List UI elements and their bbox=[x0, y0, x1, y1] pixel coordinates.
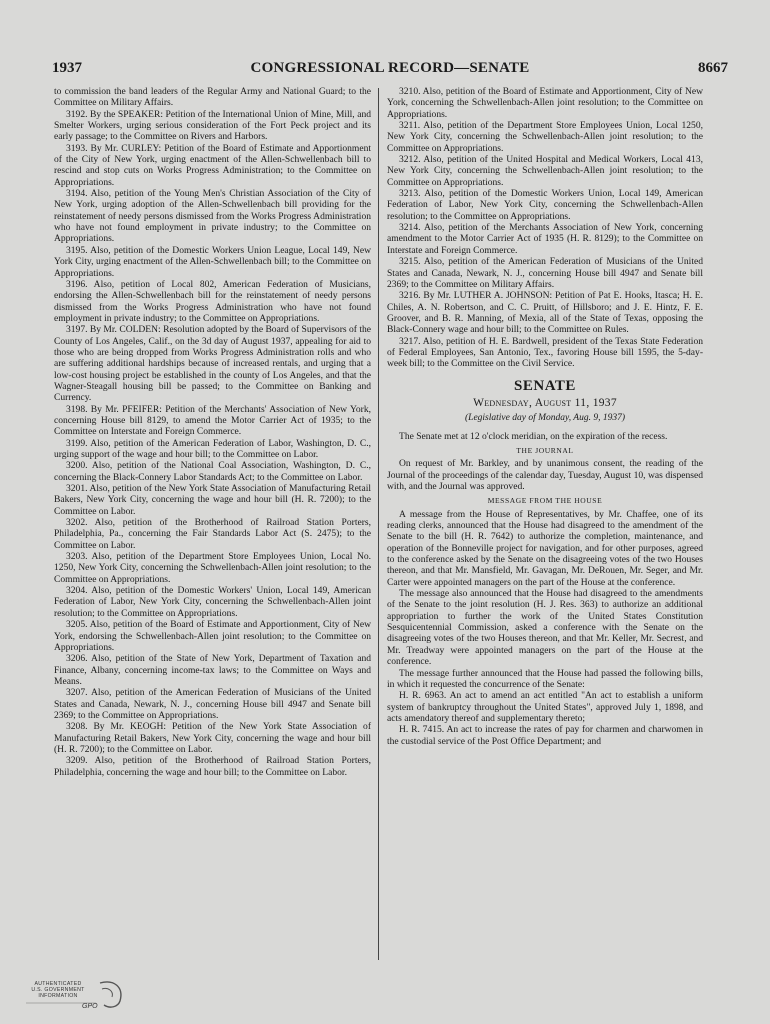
column-divider bbox=[378, 88, 379, 960]
house-message-section bbox=[387, 509, 703, 747]
paragraph: 3213. Also, petition of the Domestic Workers Union, Local 149, American Federation of Labor, New York City, concerning the Schwellenbach-Allen resolution; to the Committee on Appropriations. bbox=[387, 188, 703, 222]
paragraph: 3202. Also, petition of the Brotherhood of Railroad Station Porters, Philadelphia, Pa., concerning the Fair Standards Labor Act (S. 2475); to the Committee on Labor. bbox=[54, 517, 371, 551]
senate-heading: SENATE bbox=[514, 377, 576, 394]
paragraph: The message also announced that the House had disagreed to the amendments of the Senate to the joint resolution (H. J. Res. 363) to authorize an additional appropriation to further the work of the United States Constitution Sesquicentennial Commission, asked a conference with the Senate on the disagreeing votes of the two Houses thereon, and that Mr. Keller, Mr. Secrest, and Mr. Treadway were appointed managers on the part of the House at the conference. bbox=[387, 588, 703, 668]
left-column bbox=[54, 86, 371, 778]
paragraph: 3207. Also, petition of the American Federation of Musicians of the United States and Canada, Newark, N. J., concerning House bill 4947 and Senate bill 2369; to the Committee on Appropriations. bbox=[54, 687, 371, 721]
paragraph: 3215. Also, petition of the American Federation of Musicians of the United States and Canada, Newark, N. J., concerning House bill 4947 and Senate bill 2369; to the Committee on Military Affairs. bbox=[387, 256, 703, 290]
paragraph: 3196. Also, petition of Local 802, American Federation of Musicians, endorsing the Allen-Schwellenbach bill for the reinstatement of needy persons dismissed from the Works Progress Administration who have not found employment in private industry; to the Committee on Appropriations. bbox=[54, 278, 371, 324]
paragraph: 3205. Also, petition of the Board of Estimate and Apportionment, City of New York, endorsing the Schwellenbach-Allen joint resolution; to the Committee on Appropriations. bbox=[54, 619, 371, 653]
journal-heading: THE JOURNAL bbox=[516, 445, 574, 455]
paragraph: 3216. By Mr. LUTHER A. JOHNSON: Petition of Pat E. Hooks, Itasca; H. E. Chiles, A. N. Robertson, and C. C. Pruitt, of Hillsboro; and J. E. Hintz, F. E. Groover, and B. R. Manning, of Mexia, all of the State of Texas, opposing the Black-Connery wage and hour bill; to the Committee on Rules. bbox=[387, 290, 703, 336]
petitions-continued bbox=[387, 86, 703, 370]
paragraph: H. R. 7415. An act to increase the rates of pay for charmen and charwomen in the custodial service of the Post Office Department; and bbox=[387, 724, 703, 747]
paragraph: 3210. Also, petition of the Board of Estimate and Apportionment, City of New York, concerning the Schwellenbach-Allen joint resolution; to the Committee on Appropriations. bbox=[387, 86, 703, 120]
paragraph: 3193. By Mr. CURLEY: Petition of the Board of Estimate and Apportionment of the City of New York, urging enactment of the Allen-Schwellenbach bill to rescind and stop cuts on Works Progress Administration; to the Committee on Appropriations. bbox=[54, 142, 371, 188]
legislative-day: (Legislative day of Monday, Aug. 9, 1937) bbox=[465, 413, 625, 424]
paragraph: 3209. Also, petition of the Brotherhood of Railroad Station Porters, Philadelphia, concerning the wage and hour bill; to the Committee on Labor. bbox=[54, 755, 371, 778]
header-page-number: 8667 bbox=[698, 60, 728, 76]
paragraph: 3203. Also, petition of the Department Store Employees Union, Local No. 1250, New York City, concerning the Schwellenbach-Allen joint resolution; to the Committee on Appropriations. bbox=[54, 551, 371, 585]
paragraph: 3198. By Mr. PFEIFER: Petition of the Merchants' Association of New York, concerning House bill 8129, to amend the Motor Carrier Act of 1935; to the Committee on Interstate and Foreign Commerce. bbox=[54, 403, 371, 438]
right-column bbox=[387, 86, 703, 747]
page-header bbox=[52, 60, 728, 80]
gpo-label: GPO bbox=[82, 1003, 98, 1010]
gpo-authentication-seal bbox=[22, 975, 132, 1015]
paragraph: 3214. Also, petition of the Merchants Association of New York, concerning amendment to the Motor Carrier Act of 1935 (H. R. 8129); to the Committee on Interstate and Foreign Commerce. bbox=[387, 222, 703, 256]
paragraph: 3208. By Mr. KEOGH: Petition of the New York State Association of Manufacturing Retail Bakers, New York City, concerning the wage and hour bill (H. R. 7200); to the Committee on Labor. bbox=[54, 721, 371, 755]
paragraph: 3200. Also, petition of the National Coal Association, Washington, D. C., concerning the Black-Connery Labor Standards Act; to the Committee on Labor. bbox=[54, 460, 371, 483]
gpo-text: AUTHENTICATED U.S. GOVERNMENT INFORMATION bbox=[31, 981, 85, 999]
paragraph: A message from the House of Representatives, by Mr. Chaffee, one of its reading clerks, announced that the House had disagreed to the amendment of the Senate to the bill (H. R. 7642) to authorize the completion, maintenance, and operation of the Bonneville project for navigation, and for other purposes, agreed to the conference asked by the Senate on the disagreeing votes of the two Houses thereon, and that Mr. Mansfield, Mr. Gavagan, Mr. DeRouen, Mr. Seger, and Mr. Carter were appointed managers on the part of the House at the conference. bbox=[387, 508, 703, 588]
paragraph: 3199. Also, petition of the American Federation of Labor, Washington, D. C., urging support of the wage and hour bill; to the Committee on Labor. bbox=[54, 437, 371, 460]
paragraph: 3212. Also, petition of the United Hospital and Medical Workers, Local 413, New York City, concerning the Schwellenbach-Allen joint resolution; to the Committee on Appropriations. bbox=[387, 154, 703, 188]
paragraph: 3201. Also, petition of the New York State Association of Manufacturing Retail Bakers, New York City, concerning the wage and hour bill (H. R. 7200); to the Committee on Labor. bbox=[54, 483, 371, 517]
paragraph: 3195. Also, petition of the Domestic Workers Union League, Local 149, New York City, urging enactment of the Allen-Schwellenbach bill; to the Committee on Appropriations. bbox=[54, 244, 371, 279]
paragraph: 3211. Also, petition of the Department Store Employees Union, Local 1250, New York City, concerning the Schwellenbach-Allen joint resolution; to the Committee on Appropriations. bbox=[387, 120, 703, 154]
header-year: 1937 bbox=[52, 60, 82, 76]
senate-date: Wednesday, August 11, 1937 bbox=[473, 396, 617, 409]
paragraph: 3206. Also, petition of the State of New York, Department of Taxation and Finance, Albany, concerning income-tax laws; to the Committee on Ways and Means. bbox=[54, 653, 371, 687]
paragraph: 3192. By the SPEAKER: Petition of the International Union of Mine, Mill, and Smelter Workers, urging serious consideration of the Fort Peck project and its early passage; to the Committee on Rivers and Harbors. bbox=[54, 108, 371, 143]
paragraph: 3217. Also, petition of H. E. Bardwell, president of the Texas State Federation of Federal Employees, San Antonio, Tex., favoring House bill 1595, the 5-day-week bill; to the Committee on the Civil Service. bbox=[387, 335, 703, 370]
paragraph: H. R. 6963. An act to amend an act entitled "An act to establish a uniform system of bankruptcy throughout the United States", approved July 1, 1898, and acts amendatory thereof and supplementary thereto; bbox=[387, 690, 703, 724]
journal-text: On request of Mr. Barkley, and by unanimous consent, the reading of the Journal of the proceedings of the calendar day, Tuesday, August 10, was dispensed with, and the Journal was approved. bbox=[387, 458, 703, 492]
senate-intro: The Senate met at 12 o'clock meridian, on the expiration of the recess. bbox=[399, 430, 668, 442]
header-title: CONGRESSIONAL RECORD—SENATE bbox=[250, 60, 530, 76]
house-message-heading: MESSAGE FROM THE HOUSE bbox=[487, 496, 603, 506]
paragraph: to commission the band leaders of the Regular Army and National Guard; to the Committee on Military Affairs. bbox=[54, 86, 371, 109]
paragraph: The message further announced that the House had passed the following bills, in which it requested the concurrence of the Senate: bbox=[387, 667, 703, 690]
paragraph: 3197. By Mr. COLDEN: Resolution adopted by the Board of Supervisors of the County of Los Angeles, Calif., on the 3d day of August 1937, appealing for aid to those who are being dropped from Works Progress Administration rolls and who are suffering additional hardships because of increased rentals, and urging that a low-cost housing project be established in the county of Los Angeles, and that the Wagner-Steagall housing bill be passed; to the Committee on Banking and Currency. bbox=[54, 324, 371, 404]
paragraph: 3204. Also, petition of the Domestic Workers' Union, Local 149, American Federation of Labor, New York City, concerning the Schwellenbach-Allen joint resolution; to the Committee on Appropriations. bbox=[54, 585, 371, 619]
paragraph: 3194. Also, petition of the Young Men's Christian Association of the City of New York, urging adoption of the Allen-Schwellenbach bill providing for the reinstatement of needy persons dismissed from the Works Progress Administration who have not found employment in private industry; to the Committee on Appropriations. bbox=[54, 188, 371, 245]
